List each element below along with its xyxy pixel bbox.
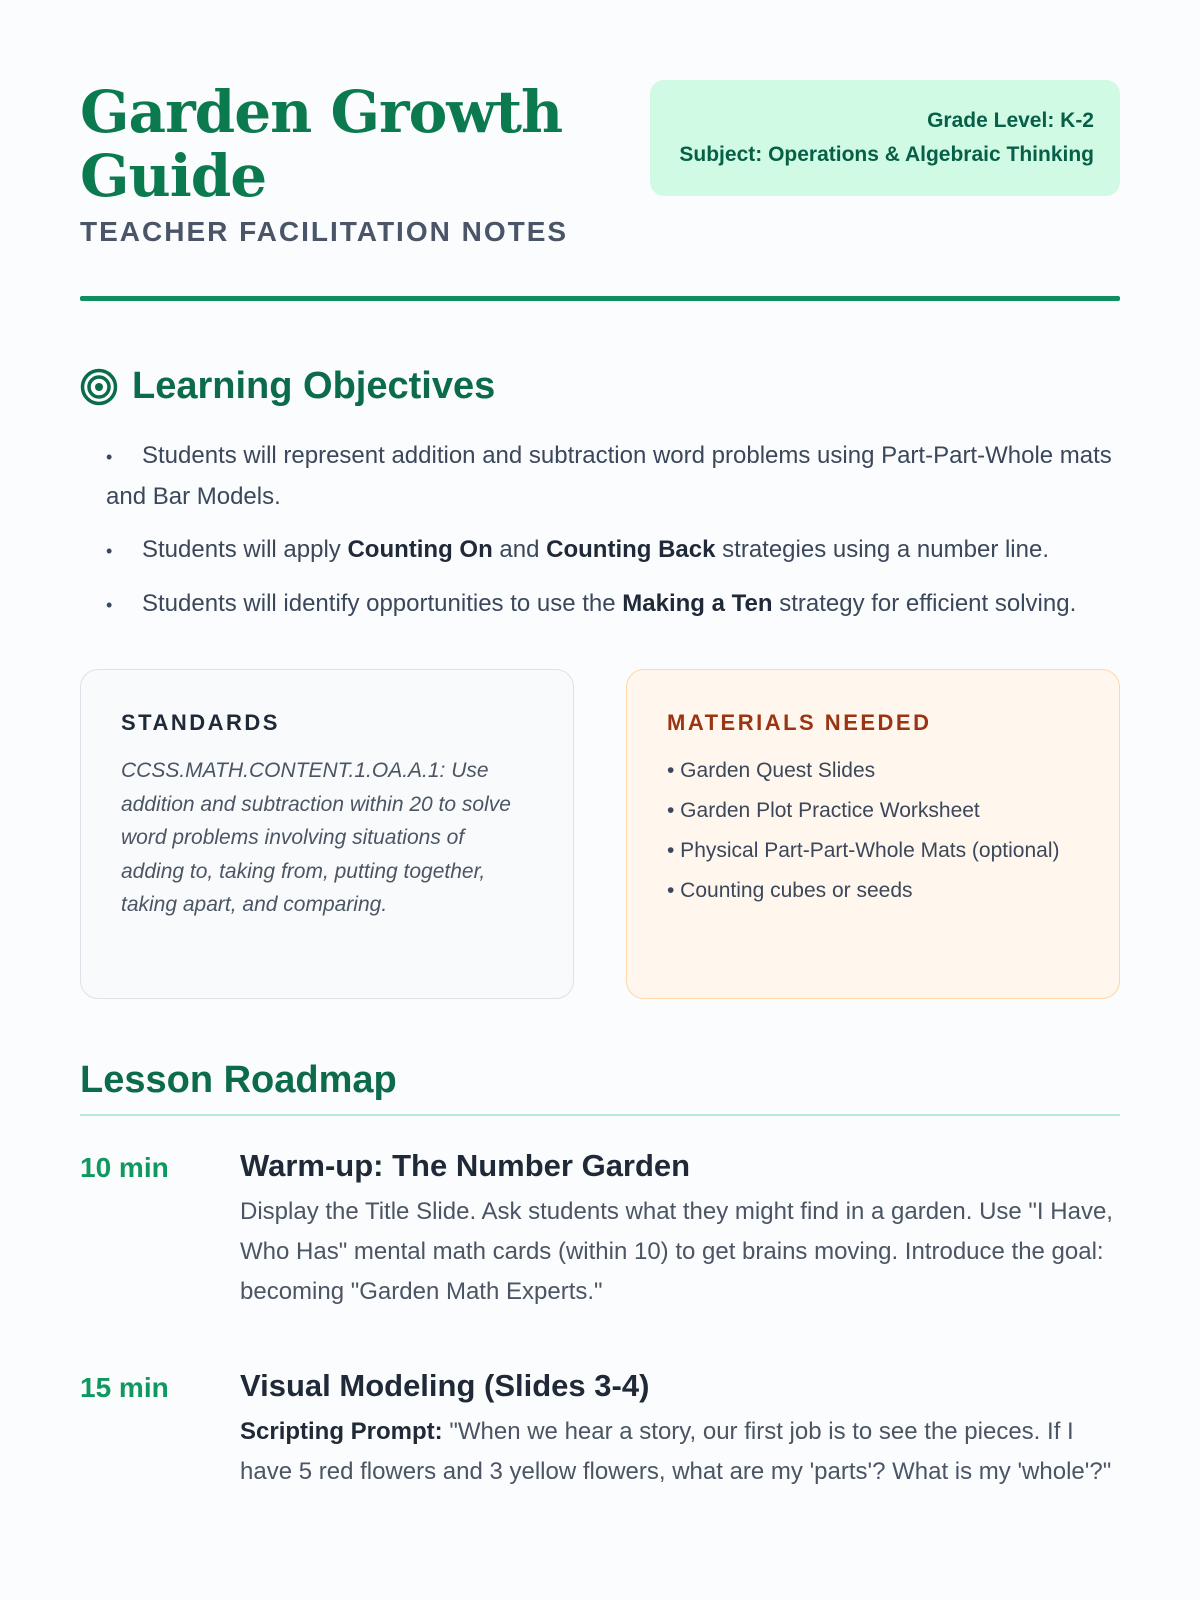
- objectives-heading: Learning Objectives: [132, 365, 496, 407]
- objective-text: Students will represent addition and subtraction word problems using Part-Part-Whole mats and Bar Models.: [106, 442, 1112, 510]
- objective-text: and: [492, 536, 547, 563]
- subject: Subject: Operations & Algebraic Thinking: [679, 143, 1094, 166]
- step-time: 10 min: [80, 1152, 169, 1183]
- standards-card: [80, 669, 574, 999]
- bullet: •: [106, 595, 113, 615]
- materials-card: [626, 669, 1120, 999]
- standards-label: STANDARDS: [121, 710, 280, 735]
- objectives-list: [80, 436, 1120, 625]
- list-item: [106, 584, 1120, 625]
- step-description-text: "When we hear a story, our first job is to see the pieces. If I have 5 red flowers and 3 yellow flowers, what are my 'parts'? What is my 'whole'?": [240, 1418, 1112, 1485]
- header-divider: [80, 296, 1120, 301]
- roadmap-step: [80, 1366, 1120, 1492]
- roadmap-divider: [80, 1114, 1120, 1116]
- list-item: [106, 436, 1120, 517]
- roadmap-heading: Lesson Roadmap: [80, 1059, 397, 1101]
- objective-text: strategy for efficient solving.: [772, 590, 1077, 617]
- grade-level: Grade Level: K-2: [927, 109, 1094, 132]
- step-title: Visual Modeling (Slides 3-4): [240, 1368, 650, 1403]
- meta-card: [650, 80, 1120, 196]
- info-cards: [80, 669, 1120, 999]
- standards-text: CCSS.MATH.CONTENT.1.OA.A.1: Use addition and subtraction within 20 to solve word problems involving situations of adding to, taking from, putting together, taking apart, and comparing.: [121, 759, 511, 916]
- step-body: [240, 1146, 1120, 1312]
- header: [80, 80, 1120, 248]
- objective-strategy: Making a Ten: [622, 590, 773, 617]
- step-time: 15 min: [80, 1372, 169, 1403]
- target-icon: [80, 368, 118, 406]
- title-block: [80, 80, 640, 248]
- bullet: •: [106, 541, 113, 561]
- objective-text: strategies using a number line.: [715, 536, 1049, 563]
- materials-label: MATERIALS NEEDED: [667, 710, 932, 735]
- page-title: Garden Growth Guide: [80, 78, 563, 210]
- step-title: Warm-up: The Number Garden: [240, 1148, 691, 1183]
- list-item: • Counting cubes or seeds: [667, 879, 913, 902]
- step-body: [240, 1366, 1120, 1492]
- objective-text: Students will apply: [142, 536, 348, 563]
- page-subtitle: TEACHER FACILITATION NOTES: [80, 216, 569, 247]
- roadmap-step: [80, 1146, 1120, 1312]
- materials-list: [667, 754, 1079, 907]
- list-item: [106, 530, 1120, 571]
- list-item: • Garden Plot Practice Worksheet: [667, 799, 980, 822]
- objective-text: Students will identify opportunities to use the: [142, 590, 623, 617]
- bullet: •: [106, 447, 113, 467]
- objective-strategy: Counting On: [347, 536, 493, 563]
- step-description: [240, 1412, 1120, 1492]
- list-item: • Garden Quest Slides: [667, 759, 876, 782]
- step-description: Display the Title Slide. Ask students what they might find in a garden. Use "I Have, Who Has" mental math cards (within 10) to get brains moving. Introduce the goal: becoming "Garden Math Experts.": [240, 1198, 1113, 1305]
- objectives-heading-row: [80, 365, 1120, 408]
- list-item: • Physical Part-Part-Whole Mats (optional): [667, 839, 1060, 862]
- objective-strategy: Counting Back: [546, 536, 716, 563]
- scripting-prompt-label: Scripting Prompt:: [240, 1418, 443, 1445]
